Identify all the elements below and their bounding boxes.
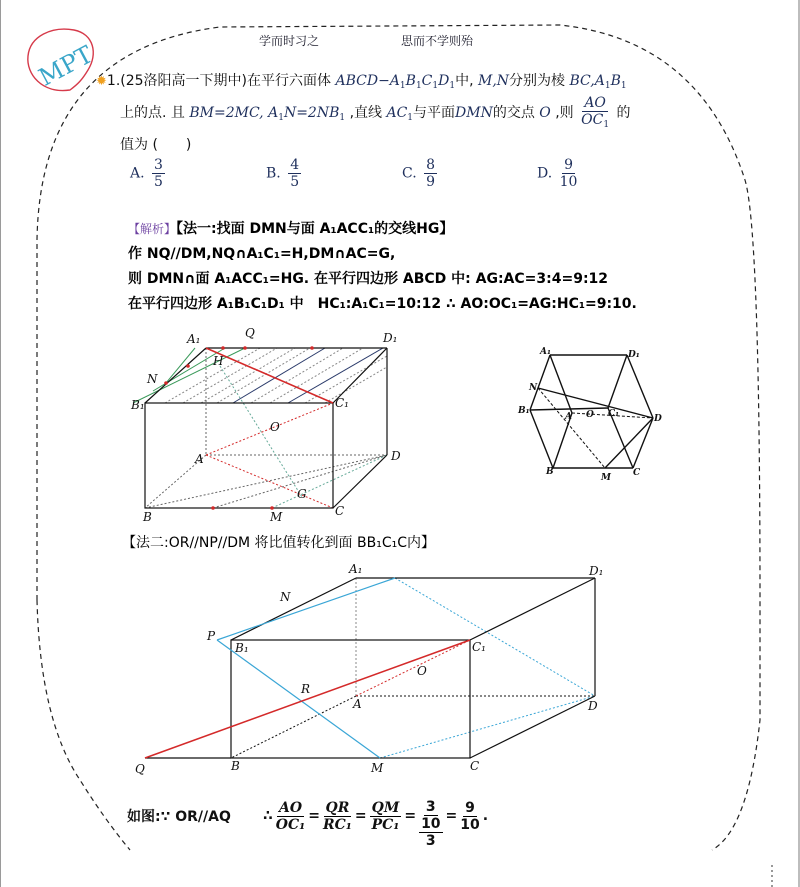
choice-b[interactable]: B. $\frac{4}{5}$ — [266, 157, 300, 190]
svg-text:B₁: B₁ — [518, 406, 530, 416]
svg-text:D: D — [588, 699, 598, 713]
svg-text:M: M — [601, 473, 611, 483]
svg-text:B₁: B₁ — [235, 641, 249, 655]
solution-line-3: 在平行四边形 A₁B₁C₁D₁ 中 HC₁:A₁C₁=10:12 ∴ AO:OC₁=AG:HC₁=9:10. — [128, 296, 637, 312]
svg-text:D: D — [391, 449, 401, 463]
question-text: 分别为棱 — [509, 73, 566, 89]
svg-text:C₁: C₁ — [472, 640, 486, 654]
condition-bm: BM=2MC, — [189, 105, 264, 121]
svg-text:D₁: D₁ — [628, 350, 640, 360]
question-line-1 — [96, 70, 627, 91]
plane-dmn: DMN — [455, 105, 493, 121]
svg-text:Q: Q — [245, 326, 255, 340]
choice-a[interactable]: A. $\frac{3}{5}$ — [130, 157, 163, 190]
question-text: 中, — [455, 73, 474, 89]
svg-text:A₁: A₁ — [540, 347, 551, 357]
solution-line-1: 作 NQ//DM,NQ∩A₁C₁=H,DM∩AC=G, — [128, 246, 396, 262]
svg-text:Q: Q — [135, 762, 145, 776]
mpt-stamp — [22, 24, 98, 96]
question-text: ,则 — [555, 105, 574, 121]
question-text: 的交点 — [492, 105, 535, 121]
header-motto-right: 思而不学则殆 — [401, 34, 474, 48]
svg-text:B: B — [231, 759, 240, 773]
svg-text:A₁: A₁ — [349, 562, 363, 576]
choice-c[interactable]: C. $\frac{8}{9}$ — [402, 157, 436, 190]
solution-line-2: 则 DMN∩面 A₁ACC₁=HG. 在平行四边形 ABCD 中: AG:AC=3:4=9:12 — [128, 271, 609, 287]
question-text: 的 — [616, 105, 631, 121]
fraction-qr-rc1: $\frac{QR}{\text{RC₁}}$ — [322, 799, 352, 833]
question-line-3: 值为 ( ) — [120, 137, 192, 153]
flower-bullet-icon: ✹ — [96, 74, 107, 89]
edges-name: $BC,A_1B_1$ — [569, 73, 627, 91]
svg-text:R: R — [301, 682, 311, 696]
svg-text:A: A — [565, 412, 572, 422]
figure-1-parallelepiped — [125, 325, 415, 525]
svg-text:B₁: B₁ — [131, 398, 145, 412]
svg-text:A: A — [195, 452, 204, 466]
svg-text:M: M — [371, 761, 384, 775]
figure-3-parallelepiped — [125, 558, 615, 778]
svg-text:B: B — [143, 510, 152, 524]
mpt-stamp-text: MPT — [34, 40, 98, 92]
method1-title: 【解析】【法一:找面 DMN与面 A₁ACC₁的交线HG】 — [128, 221, 454, 237]
svg-text:D₁: D₁ — [589, 564, 604, 578]
svg-text:C: C — [335, 504, 345, 518]
question-text: 上的点. 且 — [120, 105, 185, 121]
conclusion-given: 如图:∵ OR//AQ — [127, 809, 231, 825]
svg-text:M: M — [270, 510, 283, 524]
svg-text:G: G — [297, 487, 307, 501]
svg-text:N: N — [280, 590, 291, 604]
question-text: ,直线 — [349, 105, 383, 121]
therefore-symbol: ∴ — [263, 808, 273, 824]
svg-text:A: A — [353, 697, 362, 711]
svg-text:D: D — [654, 414, 662, 424]
svg-text:A₁: A₁ — [187, 332, 201, 346]
question-number: 1. — [106, 73, 121, 89]
final-fraction: $\frac{9}{10}$ — [460, 799, 480, 833]
question-source: (25洛阳高一下期中) — [120, 73, 248, 89]
method2-title: 【法二:OR//NP//DM 将比值转化到面 BB₁C₁C内】 — [122, 535, 435, 551]
points-mn: M,N — [478, 73, 510, 89]
svg-text:N: N — [147, 372, 158, 386]
analysis-tag: 【解析】 — [128, 222, 177, 236]
line-ac1: $AC_1$ — [386, 105, 414, 123]
figure-2-hexagon-projection — [510, 340, 670, 485]
question-text: 与平面 — [413, 105, 456, 121]
svg-text:N: N — [529, 383, 538, 393]
point-o: O — [539, 105, 551, 121]
header-motto-left: 学而时习之 — [259, 34, 320, 48]
svg-text:O: O — [417, 664, 427, 678]
fraction-qm-pc1: $\frac{QM}{\text{PC₁}}$ — [371, 799, 400, 833]
svg-text:C: C — [470, 759, 480, 773]
svg-text:C₁: C₁ — [608, 409, 620, 419]
svg-text:P: P — [207, 629, 216, 643]
svg-text:C: C — [633, 468, 641, 478]
solid-name: $ABCD-A_1B_1C_1D_1$ — [335, 73, 456, 91]
fraction-ao-oc1: $\frac{AO}{\text{OC₁}}$ — [275, 799, 306, 833]
question-text: 在平行六面体 — [247, 73, 332, 89]
svg-text:B: B — [546, 467, 554, 477]
question-line-2 — [120, 96, 631, 130]
ratio-fraction: $\frac{AO}{OC_1}$ — [581, 95, 610, 130]
choice-d[interactable]: D. $\frac{9}{10}$ — [537, 157, 578, 190]
conclusion-line: 如图:∵ OR//AQ ∴ $\frac{AO}{\text{OC₁}}$ = $\frac{QR}{\text{RC₁}}$ = $\frac{QM}{\text{PC₁}}$ = $\frac{3}{\frac{10}{3}}$ = $\frac{9}{10}$ . — [127, 799, 489, 849]
svg-text:O: O — [586, 410, 594, 420]
svg-text:C₁: C₁ — [335, 396, 349, 410]
svg-text:H: H — [213, 354, 224, 368]
compound-fraction: $\frac{3}{\frac{10}{3}}$ — [421, 799, 441, 849]
svg-text:O: O — [270, 420, 280, 434]
condition-a1n: $A_1N=2NB_1$ — [268, 105, 346, 123]
svg-text:D₁: D₁ — [383, 331, 398, 345]
